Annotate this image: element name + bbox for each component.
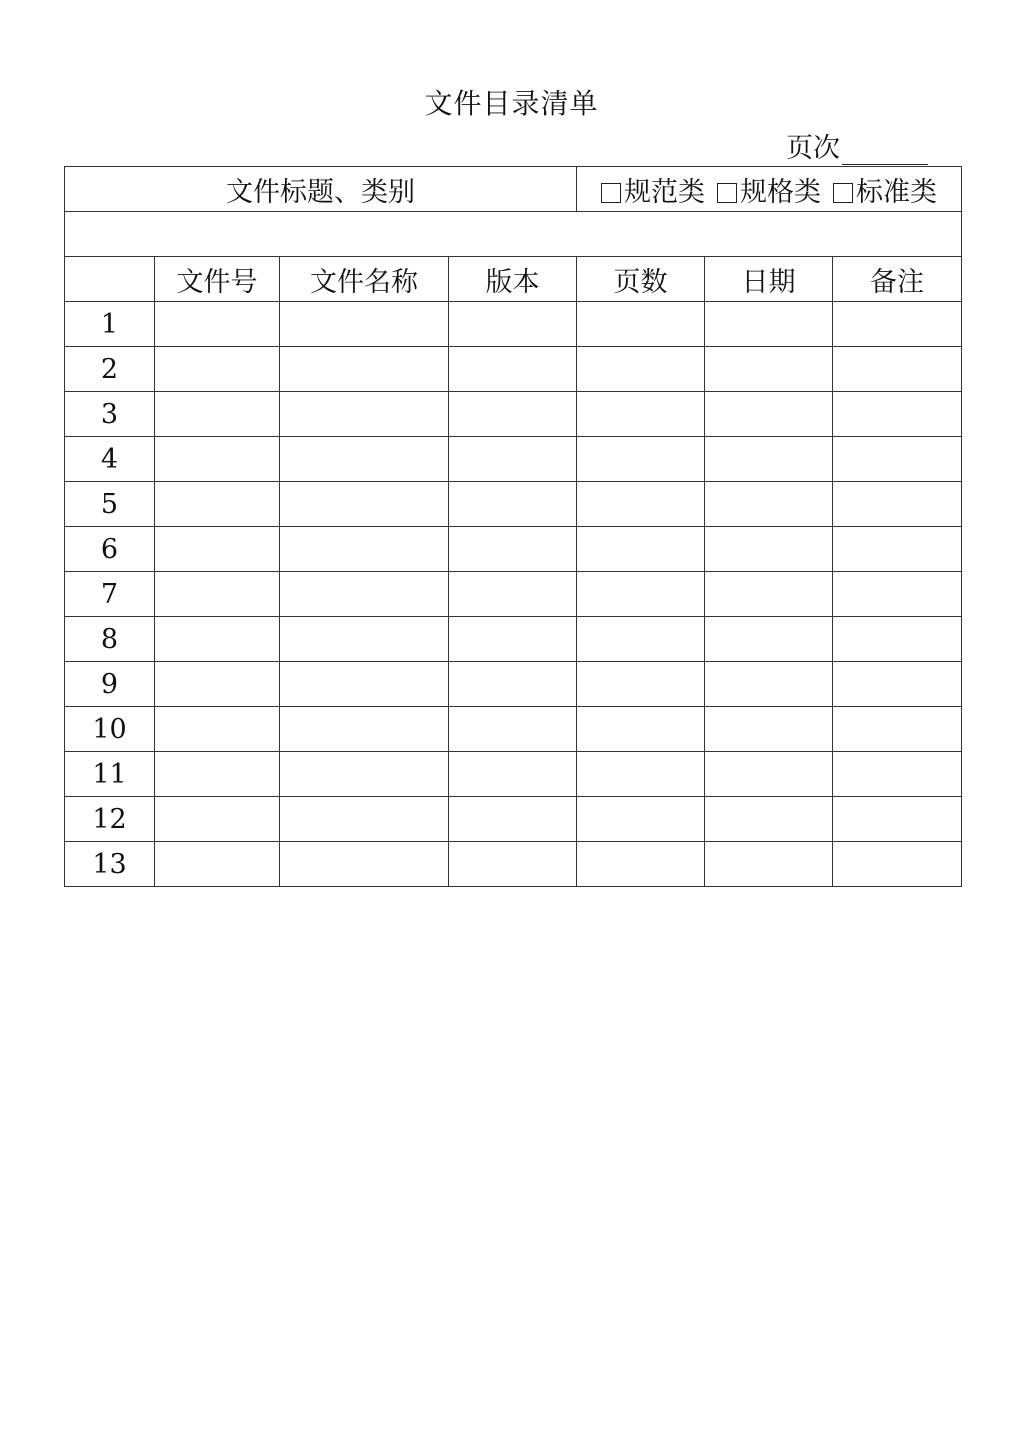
cell-pages[interactable] bbox=[577, 797, 705, 842]
cell-date[interactable] bbox=[705, 437, 833, 482]
cell-date[interactable] bbox=[705, 617, 833, 662]
row-number: 13 bbox=[65, 842, 155, 887]
option-standard-label: 标准类 bbox=[856, 176, 937, 208]
cell-date[interactable] bbox=[705, 752, 833, 797]
cell-file-no[interactable] bbox=[155, 437, 280, 482]
cell-pages[interactable] bbox=[577, 842, 705, 887]
header-cell-date: 日期 bbox=[705, 257, 833, 302]
category-row bbox=[65, 167, 962, 212]
title-category-label: 文件标题、类别 bbox=[65, 167, 577, 212]
option-specification-label: 规格类 bbox=[740, 176, 821, 208]
cell-remarks[interactable] bbox=[833, 437, 962, 482]
cell-date[interactable] bbox=[705, 527, 833, 572]
table-row bbox=[65, 842, 962, 887]
cell-file-no[interactable] bbox=[155, 302, 280, 347]
cell-remarks[interactable] bbox=[833, 347, 962, 392]
table-row bbox=[65, 797, 962, 842]
option-spec[interactable] bbox=[601, 170, 705, 209]
checkbox-icon[interactable] bbox=[601, 183, 621, 203]
cell-remarks[interactable] bbox=[833, 617, 962, 662]
cell-date[interactable] bbox=[705, 662, 833, 707]
cell-file-no[interactable] bbox=[155, 752, 280, 797]
table-row bbox=[65, 437, 962, 482]
cell-remarks[interactable] bbox=[833, 752, 962, 797]
page-number-blank[interactable] bbox=[842, 134, 928, 165]
cell-file-no[interactable] bbox=[155, 572, 280, 617]
cell-file-name[interactable] bbox=[280, 797, 449, 842]
cell-version[interactable] bbox=[449, 572, 577, 617]
cell-remarks[interactable] bbox=[833, 302, 962, 347]
table-row bbox=[65, 752, 962, 797]
cell-version[interactable] bbox=[449, 707, 577, 752]
cell-file-name[interactable] bbox=[280, 437, 449, 482]
row-number: 9 bbox=[65, 662, 155, 707]
cell-date[interactable] bbox=[705, 392, 833, 437]
row-number: 5 bbox=[65, 482, 155, 527]
row-number: 7 bbox=[65, 572, 155, 617]
header-row bbox=[65, 257, 962, 302]
row-number: 2 bbox=[65, 347, 155, 392]
cell-file-name[interactable] bbox=[280, 842, 449, 887]
row-number: 11 bbox=[65, 752, 155, 797]
cell-version[interactable] bbox=[449, 347, 577, 392]
cell-version[interactable] bbox=[449, 842, 577, 887]
cell-remarks[interactable] bbox=[833, 527, 962, 572]
cell-file-name[interactable] bbox=[280, 482, 449, 527]
cell-file-name[interactable] bbox=[280, 302, 449, 347]
cell-remarks[interactable] bbox=[833, 482, 962, 527]
cell-file-no[interactable] bbox=[155, 527, 280, 572]
cell-date[interactable] bbox=[705, 707, 833, 752]
document-title: 文件目录清单 bbox=[424, 87, 599, 120]
cell-date[interactable] bbox=[705, 482, 833, 527]
header-cell-version: 版本 bbox=[449, 257, 577, 302]
table-row bbox=[65, 347, 962, 392]
cell-pages[interactable] bbox=[577, 617, 705, 662]
cell-file-name[interactable] bbox=[280, 617, 449, 662]
table-row bbox=[65, 302, 962, 347]
cell-version[interactable] bbox=[449, 752, 577, 797]
row-number: 10 bbox=[65, 707, 155, 752]
cell-file-no[interactable] bbox=[155, 662, 280, 707]
cell-file-name[interactable] bbox=[280, 707, 449, 752]
table-row bbox=[65, 617, 962, 662]
page-number-label: 页次 bbox=[786, 133, 840, 164]
option-specification[interactable] bbox=[717, 170, 821, 209]
cell-pages[interactable] bbox=[577, 662, 705, 707]
cell-remarks[interactable] bbox=[833, 842, 962, 887]
cell-file-no[interactable] bbox=[155, 482, 280, 527]
cell-pages[interactable] bbox=[577, 437, 705, 482]
cell-file-no[interactable] bbox=[155, 707, 280, 752]
category-options bbox=[577, 167, 962, 212]
cell-remarks[interactable] bbox=[833, 662, 962, 707]
cell-version[interactable] bbox=[449, 482, 577, 527]
cell-pages[interactable] bbox=[577, 302, 705, 347]
cell-remarks[interactable] bbox=[833, 707, 962, 752]
header-cell-file-name: 文件名称 bbox=[280, 257, 449, 302]
cell-pages[interactable] bbox=[577, 392, 705, 437]
page-number-field bbox=[786, 126, 928, 165]
cell-date[interactable] bbox=[705, 797, 833, 842]
cell-pages[interactable] bbox=[577, 527, 705, 572]
header-cell-file-no: 文件号 bbox=[155, 257, 280, 302]
cell-date[interactable] bbox=[705, 302, 833, 347]
title-input-cell[interactable] bbox=[65, 212, 962, 257]
cell-file-name[interactable] bbox=[280, 392, 449, 437]
cell-file-no[interactable] bbox=[155, 842, 280, 887]
cell-date[interactable] bbox=[705, 347, 833, 392]
cell-file-no[interactable] bbox=[155, 797, 280, 842]
cell-file-no[interactable] bbox=[155, 347, 280, 392]
cell-date[interactable] bbox=[705, 842, 833, 887]
cell-file-no[interactable] bbox=[155, 617, 280, 662]
row-number: 3 bbox=[65, 392, 155, 437]
cell-remarks[interactable] bbox=[833, 572, 962, 617]
cell-remarks[interactable] bbox=[833, 797, 962, 842]
cell-date[interactable] bbox=[705, 572, 833, 617]
table-row bbox=[65, 662, 962, 707]
cell-file-name[interactable] bbox=[280, 527, 449, 572]
blank-title-row bbox=[65, 212, 962, 257]
row-number: 4 bbox=[65, 437, 155, 482]
checkbox-icon[interactable] bbox=[717, 183, 737, 203]
row-number: 1 bbox=[65, 302, 155, 347]
row-number: 12 bbox=[65, 797, 155, 842]
header-cell-remarks: 备注 bbox=[833, 257, 962, 302]
option-standard[interactable] bbox=[833, 170, 937, 209]
cell-remarks[interactable] bbox=[833, 392, 962, 437]
cell-pages[interactable] bbox=[577, 707, 705, 752]
header-cell-index bbox=[65, 257, 155, 302]
option-spec-label: 规范类 bbox=[624, 176, 705, 208]
cell-pages[interactable] bbox=[577, 572, 705, 617]
cell-pages[interactable] bbox=[577, 752, 705, 797]
cell-version[interactable] bbox=[449, 302, 577, 347]
cell-version[interactable] bbox=[449, 527, 577, 572]
table-row bbox=[65, 572, 962, 617]
cell-version[interactable] bbox=[449, 797, 577, 842]
row-number: 6 bbox=[65, 527, 155, 572]
table-row bbox=[65, 707, 962, 752]
cell-file-name[interactable] bbox=[280, 347, 449, 392]
cell-file-no[interactable] bbox=[155, 392, 280, 437]
table-row bbox=[65, 527, 962, 572]
file-catalog-table bbox=[64, 166, 962, 887]
header-cell-pages: 页数 bbox=[577, 257, 705, 302]
cell-file-name[interactable] bbox=[280, 662, 449, 707]
cell-version[interactable] bbox=[449, 617, 577, 662]
cell-version[interactable] bbox=[449, 437, 577, 482]
table-row bbox=[65, 392, 962, 437]
cell-pages[interactable] bbox=[577, 482, 705, 527]
checkbox-icon[interactable] bbox=[833, 183, 853, 203]
cell-file-name[interactable] bbox=[280, 572, 449, 617]
cell-version[interactable] bbox=[449, 662, 577, 707]
row-number: 8 bbox=[65, 617, 155, 662]
table-row bbox=[65, 482, 962, 527]
cell-pages[interactable] bbox=[577, 347, 705, 392]
cell-version[interactable] bbox=[449, 392, 577, 437]
cell-file-name[interactable] bbox=[280, 752, 449, 797]
